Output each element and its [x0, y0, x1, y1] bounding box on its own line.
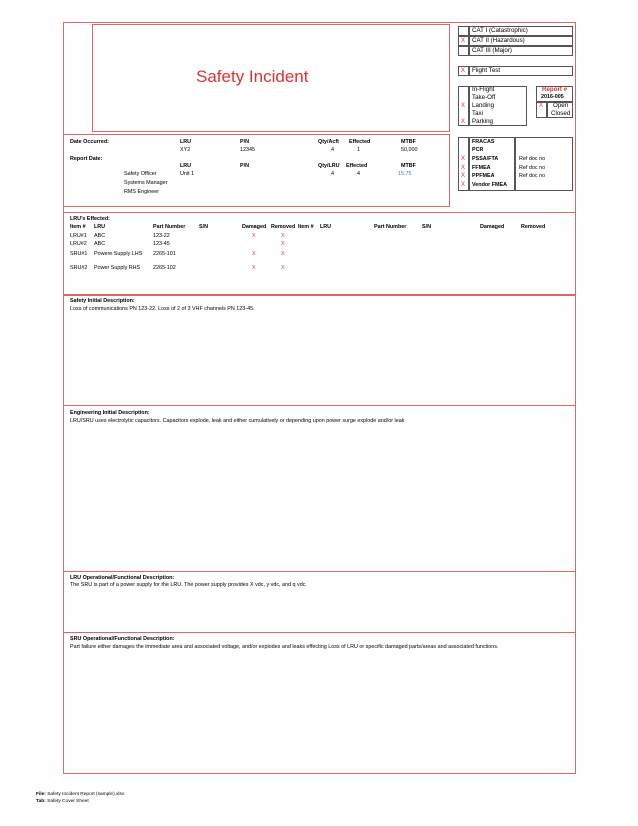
lru-operational-text: The SRU is part of a power supply for the LRU. The power supply provides X vdc, y vdc, and q vdc.: [70, 582, 307, 588]
page-title: Safety Incident: [196, 67, 309, 86]
phase-mark[interactable]: X: [460, 118, 466, 125]
role-label: RMS Engineer: [124, 189, 160, 195]
phase-label: In-Flight: [472, 86, 495, 93]
phase-mark[interactable]: X: [460, 102, 466, 109]
analysis-ref: Ref doc no: [519, 165, 546, 171]
status-label: Open: [553, 102, 569, 109]
info-box: [63, 134, 450, 207]
analysis-mark[interactable]: X: [460, 181, 466, 188]
sru-operational-text: Part failure either damages the immediate area and associated voltage, and/or explodes and leaks effecting Loss of LRU or specific damaged parts/areas and associated functions.: [70, 644, 499, 650]
report-number: 2016-005: [541, 94, 564, 100]
analysis-label: Vendor FMEA: [472, 182, 508, 188]
date-occurred-label: Date Occurred:: [70, 139, 109, 145]
engineering-description-heading: Engineering Initial Description:: [70, 410, 150, 416]
status-label: Closed: [551, 110, 571, 117]
category-label: CAT I (Catastrophic): [472, 27, 528, 34]
lru-operational-heading: LRU Operational/Functional Description:: [70, 575, 175, 581]
analysis-label: FRACAS: [472, 139, 495, 145]
analysis-ref: Ref doc no: [519, 173, 546, 179]
phase-label: Taxi: [472, 110, 484, 117]
phase-label: Take-Off: [472, 94, 496, 101]
category-label: CAT II (Hazardous): [472, 37, 525, 44]
safety-description-text: Loss of communications PN 123-22. Loss of 2 of 3 VHF channels PN 123-45.: [70, 306, 255, 312]
flight-test-label: Flight Test: [472, 67, 501, 74]
category-label: CAT III (Major): [472, 47, 512, 54]
sru-operational-heading: SRU Operational/Functional Description:: [70, 636, 175, 642]
phase-label: Parking: [472, 118, 493, 125]
analysis-label: FFMEA: [472, 165, 491, 171]
report-date-label: Report Date:: [70, 156, 103, 162]
engineering-description-text: LRU/SRU uses electrolytic capacitors. Capacitors explode, leak and either cumulatively or depending upon power surge explode and/or leak: [70, 418, 405, 424]
engineering-description-box: [63, 405, 576, 572]
analysis-mark[interactable]: X: [460, 155, 466, 162]
footer-file: File: Safety Incident Report (sample).xlsx: [36, 792, 125, 797]
safety-description-heading: Safety Initial Description:: [70, 298, 135, 304]
report-number-header: Report #: [542, 86, 568, 93]
analysis-mark[interactable]: X: [460, 172, 466, 179]
analysis-label: PSSA/FTA: [472, 156, 499, 162]
phase-label: Landing: [472, 102, 495, 109]
footer-tab: Tab: Safety Cover Sheet: [36, 799, 89, 804]
role-label: Systems Manager: [124, 180, 168, 186]
flight-test-mark[interactable]: X: [460, 67, 466, 74]
analysis-ref: Ref doc no: [519, 156, 546, 162]
analysis-mark[interactable]: X: [460, 164, 466, 171]
analysis-label: PCR: [472, 147, 484, 153]
role-label: Safety Officer: [124, 171, 157, 177]
analysis-label: PPFMEA: [472, 173, 495, 179]
status-mark[interactable]: X: [538, 102, 544, 109]
lru-effected-heading: LRU's Effected:: [70, 216, 110, 222]
category-mark[interactable]: X: [460, 37, 466, 44]
sru-operational-box: [63, 632, 576, 774]
